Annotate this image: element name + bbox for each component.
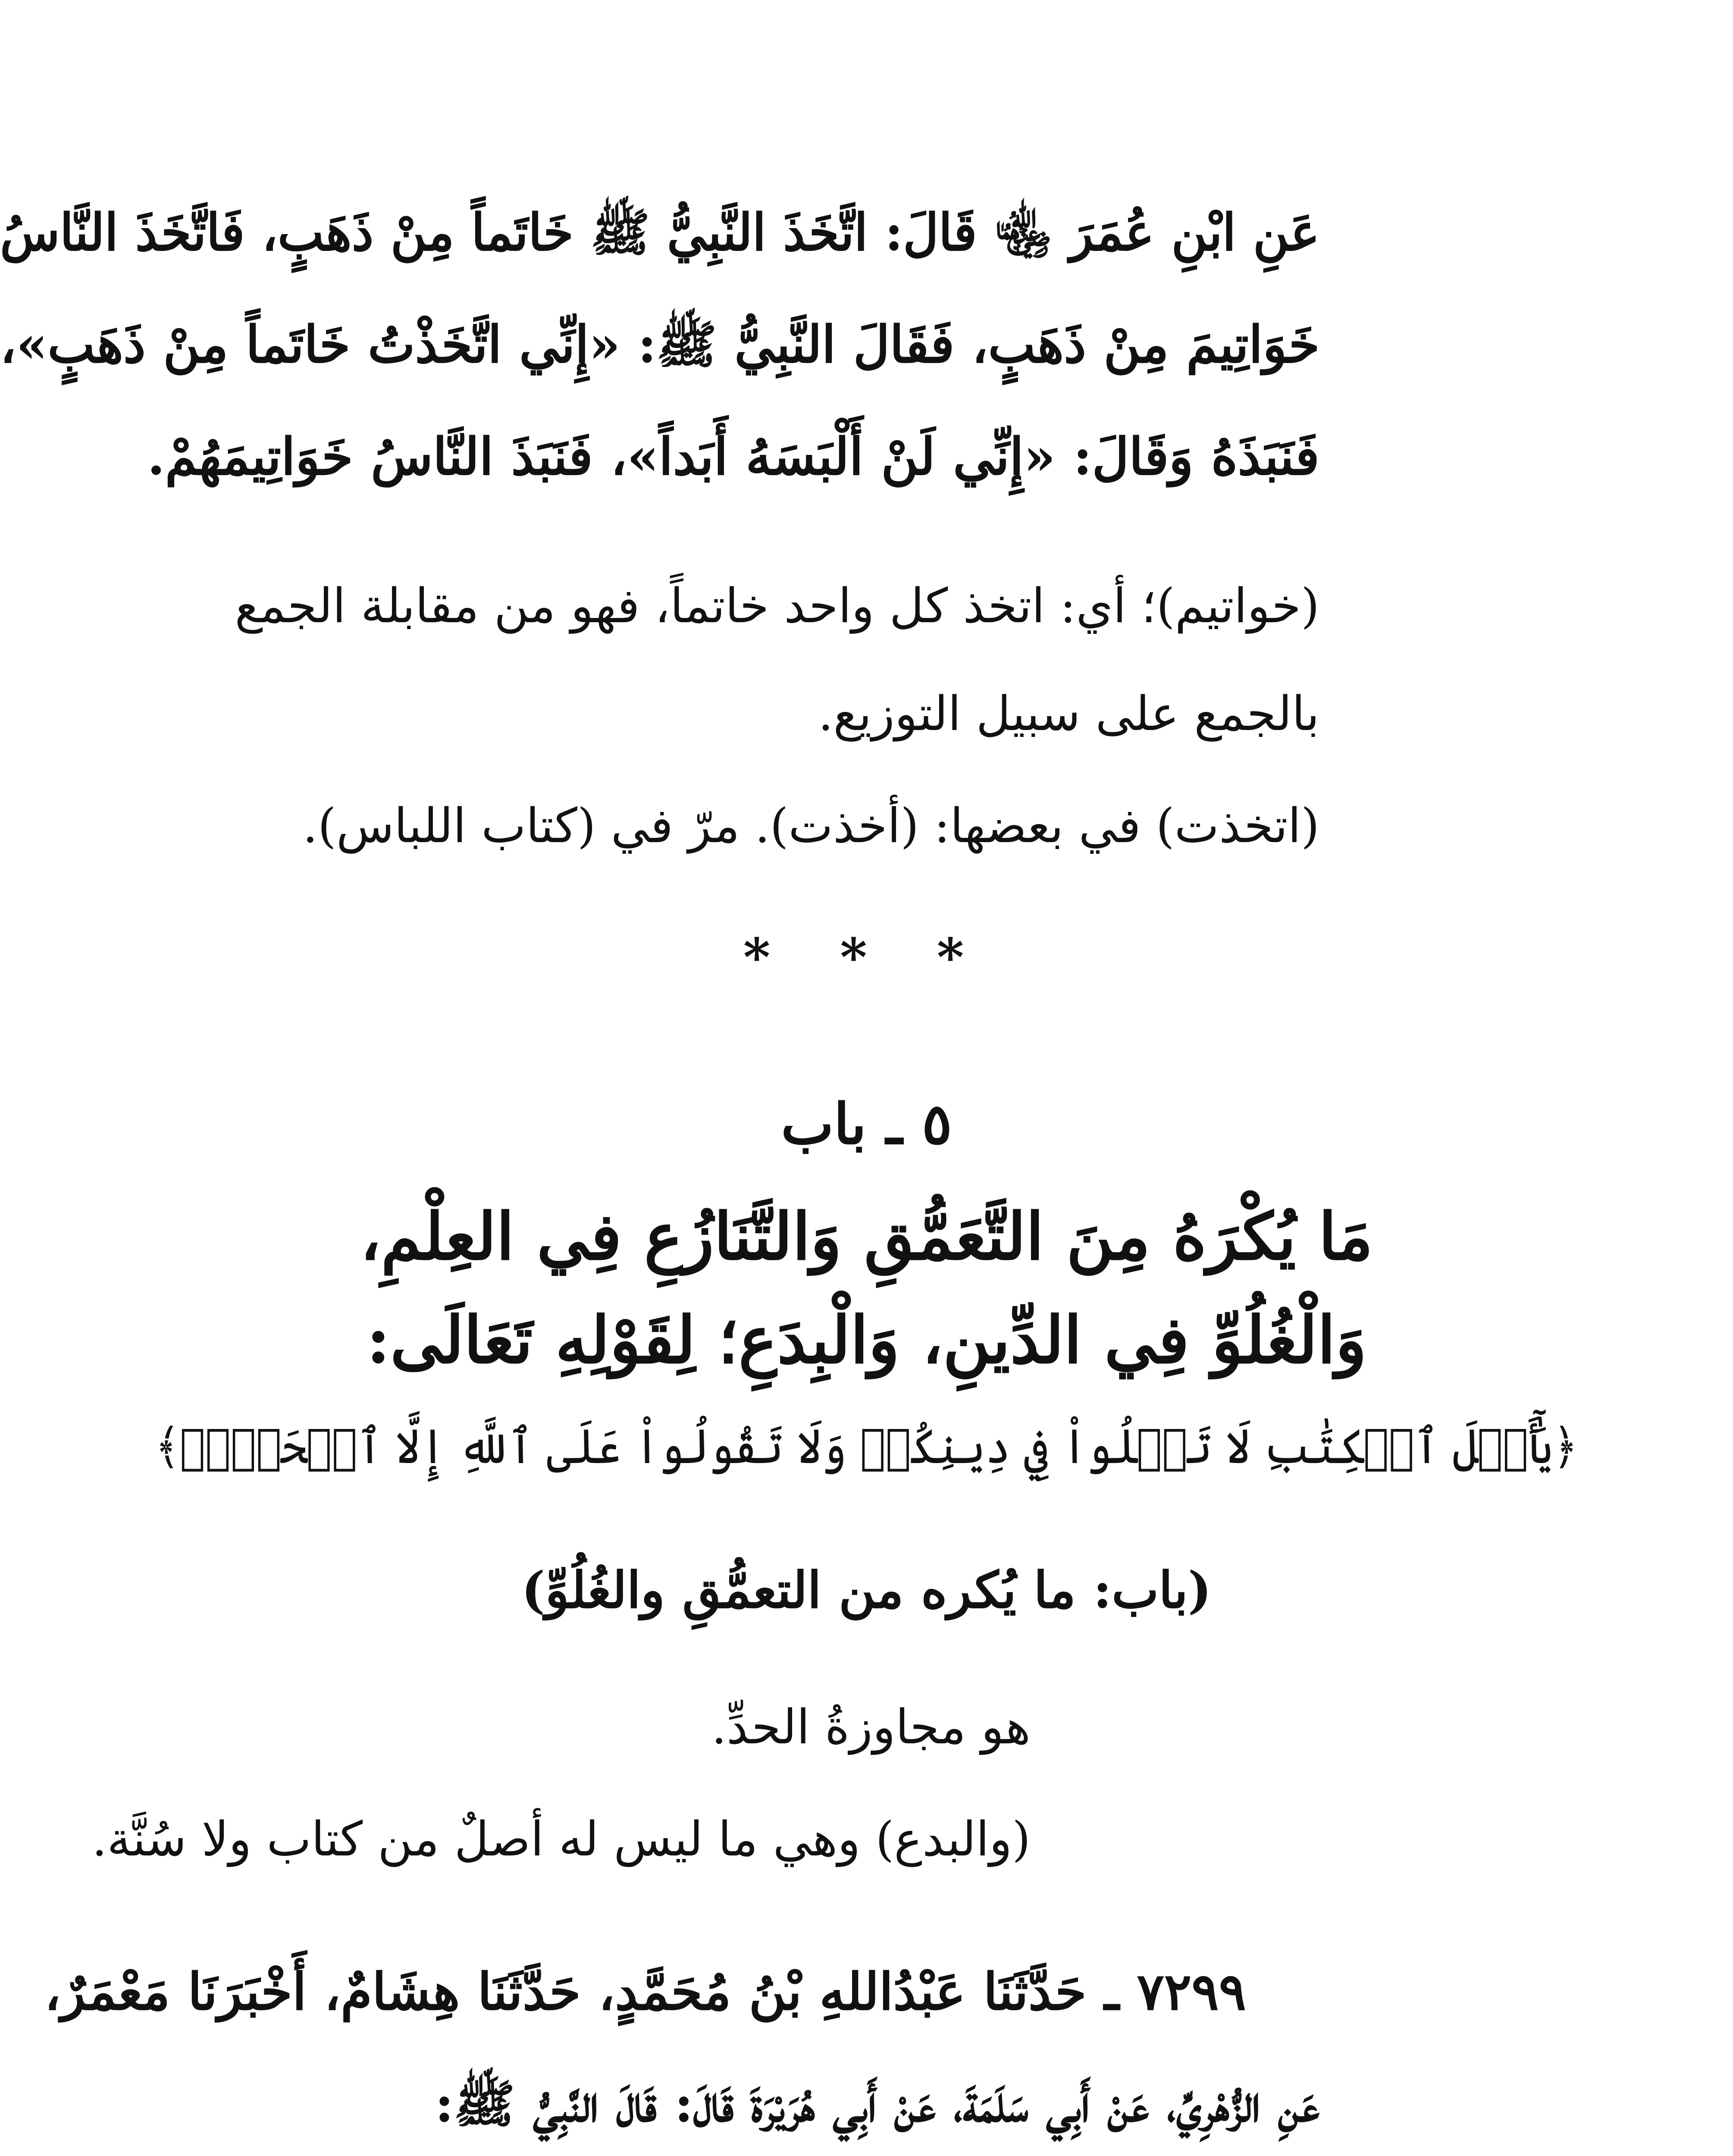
commentary-line: بالجمع على سبيل التوزيع. <box>818 686 1319 741</box>
hadith-line: عَنِ ابْنِ عُمَرَ ﵄ قَالَ: اتَّخَذَ النَّبِيُّ ﷺ خَاتَماً مِنْ ذَهَبٍ، فَاتَّخَذَ النَّاسُ <box>0 202 1319 262</box>
section-divider: * * * <box>743 927 990 988</box>
hadith-line: فَنَبَذَهُ وَقَالَ: «إِنِّي لَنْ أَلْبَسَهُ أَبَداً»، فَنَبَذَ النَّاسُ خَوَاتِيمَهُمْ. <box>147 426 1319 486</box>
quran-verse: ﴿يَٰٓأَهۡلَ ٱلۡكِتَٰبِ لَا تَغۡلُواْ فِي دِينِكُمۡ وَلَا تَقُولُواْ عَلَى ٱللَّهِ إِلَّا ٱلۡحَقَّۚ﴾ <box>155 1419 1578 1475</box>
chapter-number: ٥ ـ باب <box>781 1091 952 1157</box>
chapter-title-line: مَا يُكْرَهُ مِنَ التَّعَمُّقِ وَالتَّنَازُعِ فِي العِلْمِ، <box>360 1199 1373 1275</box>
hadith-line: عَنِ الزُّهْرِيِّ، عَنْ أَبِي سَلَمَةَ، عَنْ أَبِي هُرَيْرَةَ قَالَ: قَالَ النَّبِيُّ ﷺ: <box>435 2074 1319 2134</box>
chapter-sub-heading: (باب: ما يُكره من التعمُّقِ والغُلُوِّ) <box>521 1561 1212 1620</box>
hadith-text-bottom <box>44 0 1526 2156</box>
hadith-line: خَوَاتِيمَ مِنْ ذَهَبٍ، فَقَالَ النَّبِيُّ ﷺ: «إِنِّي اتَّخَذْتُ خَاتَماً مِنْ ذَهَبٍ»، <box>0 314 1319 374</box>
hadith-line: ٧٢٩٩ ـ حَدَّثَنَا عَبْدُاللهِ بْنُ مُحَمَّدٍ، حَدَّثَنَا هِشَامٌ، أَخْبَرَنَا مَعْمَرٌ، <box>44 1962 1246 2021</box>
commentary-line: (خواتيم)؛ أي: اتخذ كل واحد خاتماً، فهو من مقابلة الجمع <box>235 578 1319 633</box>
commentary-line: (والبدع) وهي ما ليس له أصلٌ من كتاب ولا سُنَّة. <box>92 1811 1031 1867</box>
commentary-line: (اتخذت) في بعضها: (أخذت). مرّ في (كتاب اللباس). <box>302 798 1319 853</box>
chapter-title-line: وَالْغُلُوِّ فِي الدِّينِ، وَالْبِدَعِ؛ لِقَوْلِهِ تَعَالَى: <box>366 1302 1367 1378</box>
commentary-line: هو مجاوزةُ الحدِّ. <box>711 1699 1031 1755</box>
